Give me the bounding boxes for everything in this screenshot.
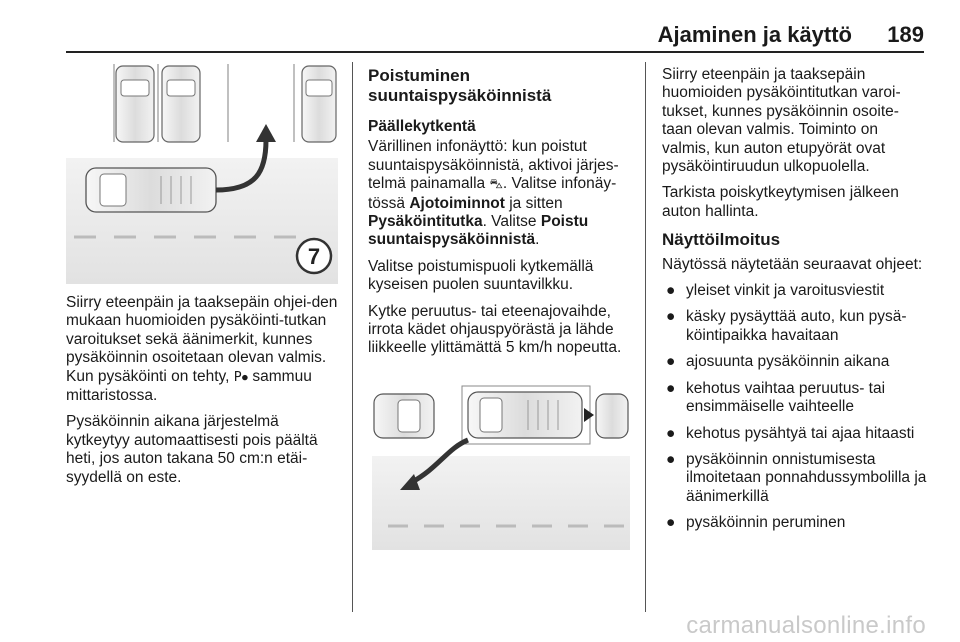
watermark[interactable]: carmanualsonline.info xyxy=(686,612,926,639)
paragraph-2: Tarkista poiskytkeytymisen jälkeen auton hallinta. xyxy=(662,184,899,220)
section-heading: Poistuminen suuntaispysäköinnistä xyxy=(368,66,552,105)
list-item xyxy=(662,308,928,345)
column-1 xyxy=(66,294,346,495)
menu-term: Ajotoiminnot xyxy=(409,194,505,212)
header-rule xyxy=(66,51,924,53)
car-menu-icon: ⛍ xyxy=(489,177,503,193)
paragraph-text: sammuu mittaristossa. xyxy=(66,367,312,405)
column-3 xyxy=(662,66,928,541)
bullet-icon: ● xyxy=(666,514,676,532)
section-heading: Näyttöilmoitus xyxy=(662,230,781,250)
menu-term: Poistu suuntaispysäköinnistä xyxy=(368,213,589,249)
figure-number: 7 xyxy=(307,244,321,269)
paragraph-1 xyxy=(66,294,346,405)
paragraph-text: ja sitten xyxy=(504,194,563,212)
list-item xyxy=(662,353,928,371)
paragraph-1 xyxy=(368,138,636,249)
bullet-icon: ● xyxy=(666,353,676,371)
bullet-icon: ● xyxy=(666,308,676,326)
list-item xyxy=(662,451,928,506)
parking-illustration-1 xyxy=(66,62,338,284)
list-item-text: ajosuunta pysäköinnin aikana xyxy=(686,353,890,371)
list-item-text: pysäköinnin onnistumisesta ilmoitetaan ponnahdussymbolilla ja äänimerkillä xyxy=(686,450,927,505)
list-item-text: pysäköinnin peruminen xyxy=(686,514,846,532)
paragraph-3: Kytke peruutus- tai eteenajovaihde, irrota kädet ohjauspyörästä ja lähde liikkeelle ylittämättä 5 km/h nopeutta. xyxy=(368,302,622,357)
list-item xyxy=(662,380,928,417)
page-header xyxy=(0,0,960,56)
list-item xyxy=(662,425,928,443)
parking-assist-icon: P⦁ xyxy=(233,369,249,385)
paragraph-text: . xyxy=(535,231,540,249)
paragraph-text: . Valitse infonäy-tössä xyxy=(368,175,617,212)
list-item-text: käsky pysäyttää auto, kun pysä-köintipaikka havaitaan xyxy=(686,308,907,344)
column-2 xyxy=(368,66,636,366)
message-list xyxy=(662,282,928,532)
paragraph-2: Valitse poistumispuoli kytkemällä kyseisen puolen suuntavilkku. xyxy=(368,257,594,294)
page-number: 189 xyxy=(887,22,924,47)
paragraph-2: Pysäköinnin aikana järjestelmä kytkeytyy automaattisesti pois päältä heti, jos auton takana 50 cm:n etäi-syydellä on este. xyxy=(66,413,318,486)
list-item xyxy=(662,282,928,300)
list-item-text: kehotus vaihtaa peruutus- tai ensimmäiselle vaihteelle xyxy=(686,379,886,416)
menu-term: Pysäköintitutka xyxy=(368,213,483,231)
bullet-icon: ● xyxy=(666,379,676,397)
paragraph-1: Siirry eteenpäin ja taaksepäin huomioiden pysäköintitutkan varoi-tukset, kunnes pysäköinnin osoite-taan olevan valmis. Toiminto on valmis, kun auton etupyörät ovat pysäköintiruudun ulkopuolella. xyxy=(662,66,901,176)
paragraph-text: . Valitse xyxy=(482,213,541,231)
column-divider-2 xyxy=(645,62,646,612)
section-title: Ajaminen ja käyttö xyxy=(657,22,852,47)
paragraph-text: Siirry eteenpäin ja taaksepäin ohjei-den mukaan huomioiden pysäköinti-tutkan varoitukset sekä äänimerkit, kunnes pysäköinnin osoitetaan olevan valmis. Kun pysäköinti on tehty, xyxy=(66,294,338,385)
bullet-icon: ● xyxy=(666,282,676,300)
subheading: Päällekytkentä xyxy=(368,118,476,135)
parking-illustration-2 xyxy=(368,378,630,550)
list-item xyxy=(662,514,928,532)
bullet-icon: ● xyxy=(666,450,676,468)
paragraph-text: Värillinen infonäyttö: kun poistut suuntaispysäköinnistä, aktivoi järjes-telmä painamalla xyxy=(368,138,619,193)
list-item-text: yleiset vinkit ja varoitusviestit xyxy=(686,282,885,300)
list-item-text: kehotus pysähtyä tai ajaa hitaasti xyxy=(686,424,915,442)
bullet-icon: ● xyxy=(666,424,676,442)
column-divider-1 xyxy=(352,62,353,612)
list-intro: Näytössä näytetään seuraavat ohjeet: xyxy=(662,255,923,273)
